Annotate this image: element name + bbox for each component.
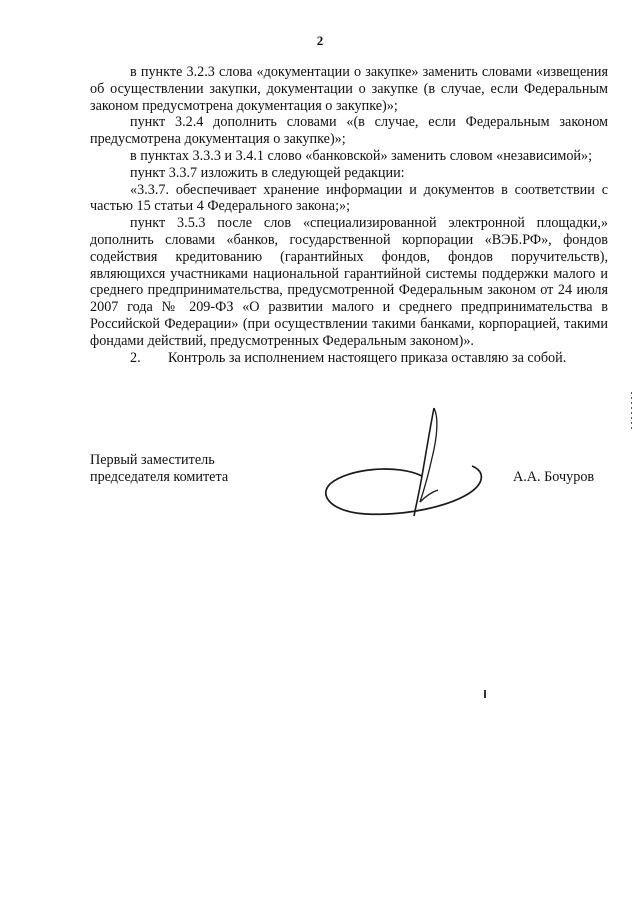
signatory-title-line1: Первый заместитель xyxy=(90,452,215,468)
margin-mark xyxy=(630,392,633,432)
paragraph-3-2-3: в пункте 3.2.3 слова «документации о закупке» заменить словами «извещения об осуществлении закупки, документации о закупке (в случае, если Федеральным законом предусмотрена документация о закупке)»; xyxy=(90,64,608,114)
margin-tick xyxy=(484,690,486,698)
handwritten-signature xyxy=(318,398,508,528)
signatory-name: А.А. Бочуров xyxy=(513,469,595,485)
signatory-title-line2: председателя комитета xyxy=(90,469,229,485)
signatory-title xyxy=(90,452,228,486)
paragraph-3-3-7-text: «3.3.7. обеспечивает хранение информации и документов в соответствии с частью 15 статьи 4 Федерального закона;»; xyxy=(90,181,608,215)
item-2-number: 2. xyxy=(130,349,141,366)
paragraph-3-5-3: пункт 3.5.3 после слов «специализированной электронной площадки,» дополнить словами «банков, государственной корпорации «ВЭБ.РФ», фондов содействия кредитованию (гарантийных фондов, фондов поручительств), являющихся участниками национальной гарантийной системы поддержки малого и среднего предпринимательства, предусмотренной Федеральным законом от 24 июля 2007 года № 209-ФЗ «О развитии малого и среднего предпринимательства в Российской Федерации» (при осуществлении такими банками, корпорацией, такими фондами действий, предусмотренных Федеральным законом)». xyxy=(90,215,608,349)
document-body xyxy=(90,64,608,366)
paragraph-3-3-7-intro: пункт 3.3.7 изложить в следующей редакции: xyxy=(130,164,405,181)
paragraph-3-2-4: пункт 3.2.4 дополнить словами «(в случае, если Федеральным законом предусмотрена документация о закупке)»; xyxy=(90,114,608,148)
page-number: 2 xyxy=(316,33,324,48)
item-2-text: Контроль за исполнением настоящего приказа оставляю за собой. xyxy=(168,349,567,366)
paragraph-3-3-3: в пунктах 3.3.3 и 3.4.1 слово «банковской» заменить словом «независимой»; xyxy=(130,147,593,164)
item-2 xyxy=(90,350,608,367)
